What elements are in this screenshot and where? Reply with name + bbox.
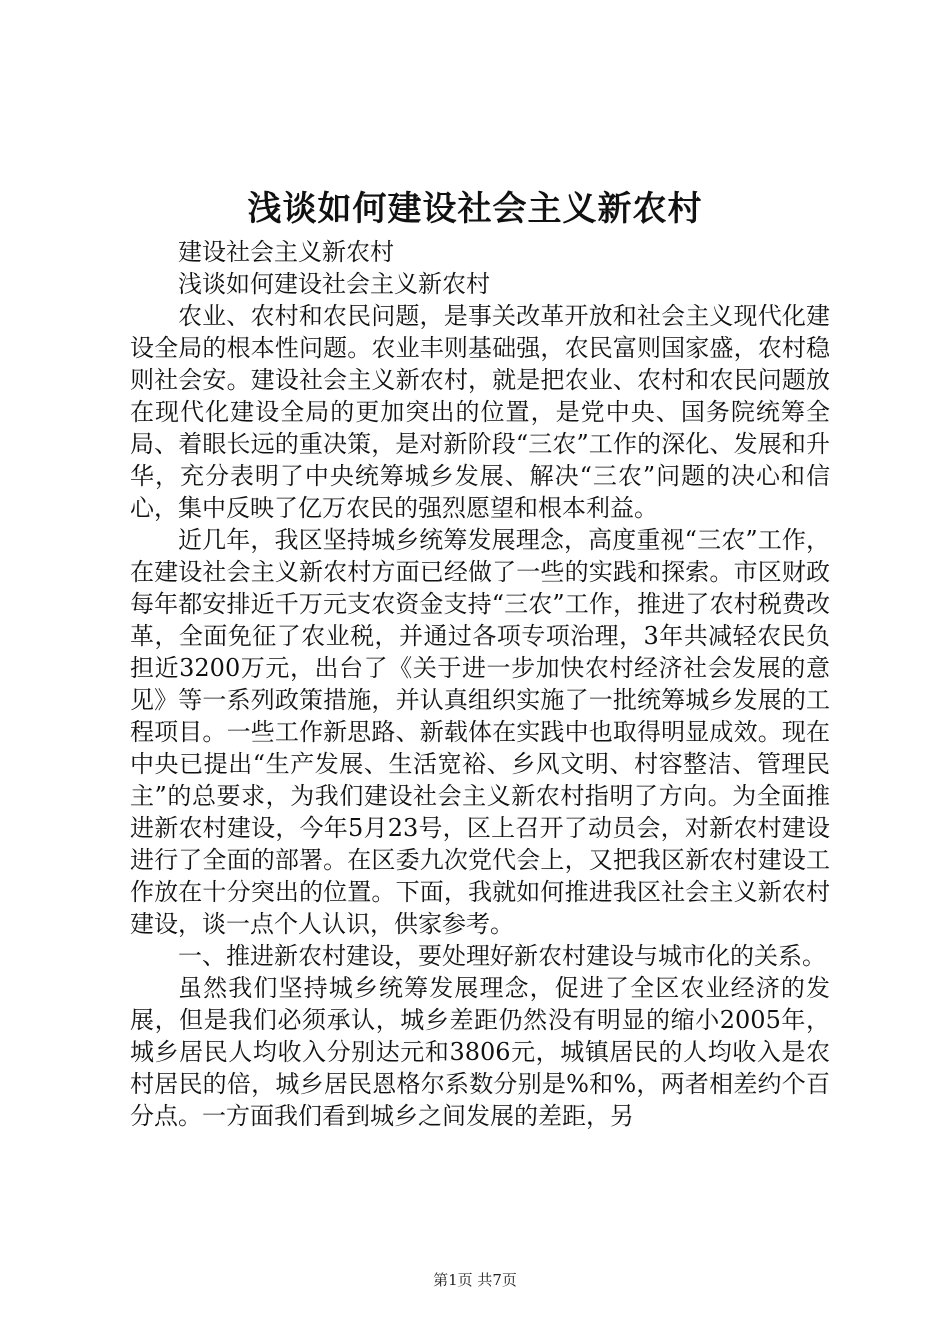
paragraph: 建设社会主义新农村 <box>178 238 394 266</box>
page-number-footer: 第1页 共7页 <box>433 1271 517 1289</box>
paragraph: 近几年，我区坚持城乡统筹发展理念，高度重视“三农”工作，在建设社会主义新农村方面已经做了一些的实践和探索。市区财政每年都安排近千万元支农资金支持“三农”工作，推进了农村税费改革，全面免征了农业税，并通过各项专项治理，3年共减轻农民负担近3200万元，出台了《关于进一步加快农村经济社会发展的意见》等一系列政策措施，并认真组织实施了一批统筹城乡发展的工程项目。一些工作新思路、新载体在实践中也取得明显成效。现在中央已提出“生产发展、生活宽裕、乡风文明、村容整洁、管理民主”的总要求，为我们建设社会主义新农村指明了方向。为全面推进新农村建设，今年5月23号，区上召开了动员会，对新农村建设进行了全面的部署。在区委九次党代会上，又把我区新农村建设工作放在十分突出的位置。下面，我就如何推进我区社会主义新农村建设，谈一点个人认识，供家参考。 <box>130 526 830 938</box>
section-heading: 一、推进新农村建设，要处理好新农村建设与城市化的关系。 <box>178 942 826 970</box>
document-title: 浅谈如何建设社会主义新农村 <box>247 189 703 229</box>
paragraph: 浅谈如何建设社会主义新农村 <box>178 270 490 298</box>
document-body <box>130 236 830 1132</box>
paragraph: 虽然我们坚持城乡统筹发展理念，促进了全区农业经济的发展，但是我们必须承认，城乡差距仍然没有明显的缩小2005年，城乡居民人均收入分别达元和3806元，城镇居民的人均收入是农村居民的倍，城乡居民恩格尔系数分别是%和%，两者相差约个百分点。一方面我们看到城乡之间发展的差距，另 <box>130 974 830 1130</box>
paragraph: 农业、农村和农民问题，是事关改革开放和社会主义现代化建设全局的根本性问题。农业丰则基础强，农民富则国家盛，农村稳则社会安。建设社会主义新农村，就是把农业、农村和农民问题放在现代化建设全局的更加突出的位置，是党中央、国务院统筹全局、着眼长远的重决策，是对新阶段“三农”工作的深化、发展和升华，充分表明了中央统筹城乡发展、解决“三农”问题的决心和信心，集中反映了亿万农民的强烈愿望和根本利益。 <box>130 302 830 522</box>
